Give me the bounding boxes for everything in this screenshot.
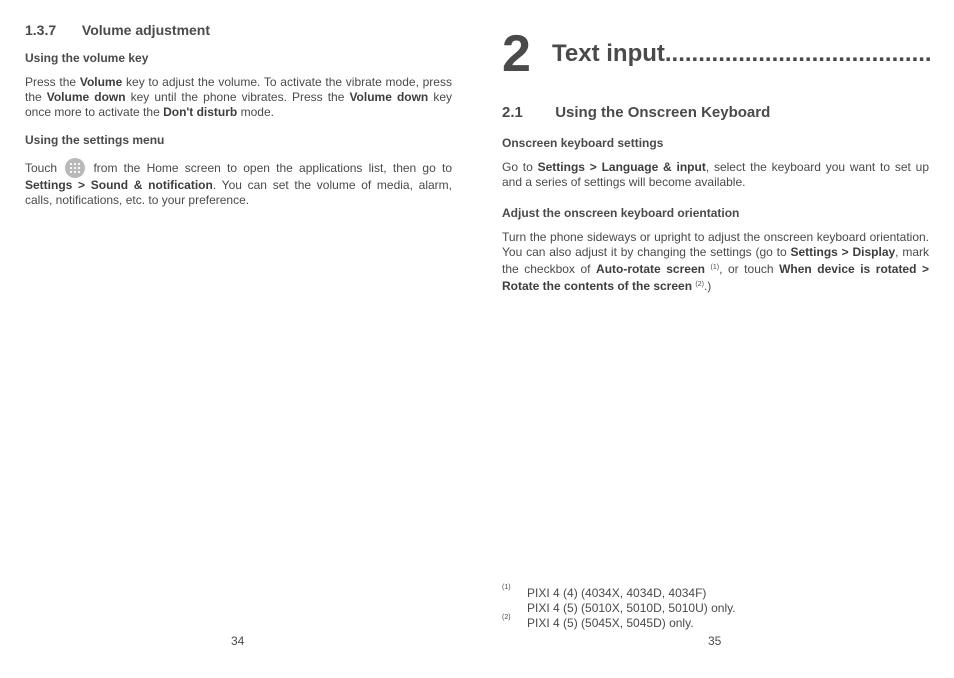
- section-title: Using the Onscreen Keyboard: [555, 104, 771, 121]
- footnote-line: PIXI 4 (5) (5010X, 5010D, 5010U) only.: [527, 601, 736, 615]
- page-number: 34: [231, 634, 245, 648]
- subheading-settings-menu: Using the settings menu: [25, 133, 165, 147]
- chapter-title: Text input........................................: [552, 40, 932, 67]
- subheading-keyboard-settings: Onscreen keyboard settings: [502, 136, 664, 150]
- footnote-mark: (2): [502, 614, 511, 621]
- footnote-2: [502, 616, 929, 631]
- footnote-1: [502, 586, 929, 616]
- chapter-number: 2: [502, 25, 531, 83]
- right-page: [502, 0, 932, 678]
- section-number: 1.3.7: [25, 22, 57, 38]
- section-number: 2.1: [502, 104, 523, 121]
- section-heading: [25, 22, 210, 38]
- paragraph-keyboard-settings: Go to Settings > Language & input, select the keyboard you want to set up and a series of settings will become available.: [502, 160, 930, 189]
- page-number: 35: [708, 634, 722, 648]
- left-page: [25, 0, 452, 678]
- paragraph-settings-menu: Touch from the Home screen to open the applications list, then go to Settings > Sound & notification. You can set the volume of media, alarm, calls, notifications, etc. to your preference.: [25, 158, 452, 208]
- footnote-line: PIXI 4 (5) (5045X, 5045D) only.: [527, 616, 694, 630]
- section-title: Volume adjustment: [81, 22, 211, 38]
- footnote-line: PIXI 4 (4) (4034X, 4034D, 4034F): [527, 586, 707, 600]
- section-heading: [502, 104, 770, 121]
- footnote-ref-2: (2): [695, 281, 704, 288]
- footnote-mark: (1): [502, 584, 511, 591]
- subheading-keyboard-orientation: Adjust the onscreen keyboard orientation: [502, 206, 740, 220]
- paragraph-volume-key: Press the Volume key to adjust the volume. To activate the vibrate mode, press the Volume down key until the phone vibrates. Press the Volume down key once more to activate the Don't disturb mode.: [25, 75, 452, 119]
- apps-grid-icon: [65, 158, 85, 178]
- paragraph-keyboard-orientation: Turn the phone sideways or upright to adjust the onscreen keyboard orientation. You can also adjust it by changing the settings (go to Settings > Display, mark the checkbox of Auto-rotate screen $^{(1)}$, or touch When device is rotated > Rotate the contents of the screen $^{(2)}$.): [502, 230, 929, 293]
- subheading-volume-key: Using the volume key: [25, 51, 149, 65]
- footnote-ref-1: (1): [710, 264, 720, 271]
